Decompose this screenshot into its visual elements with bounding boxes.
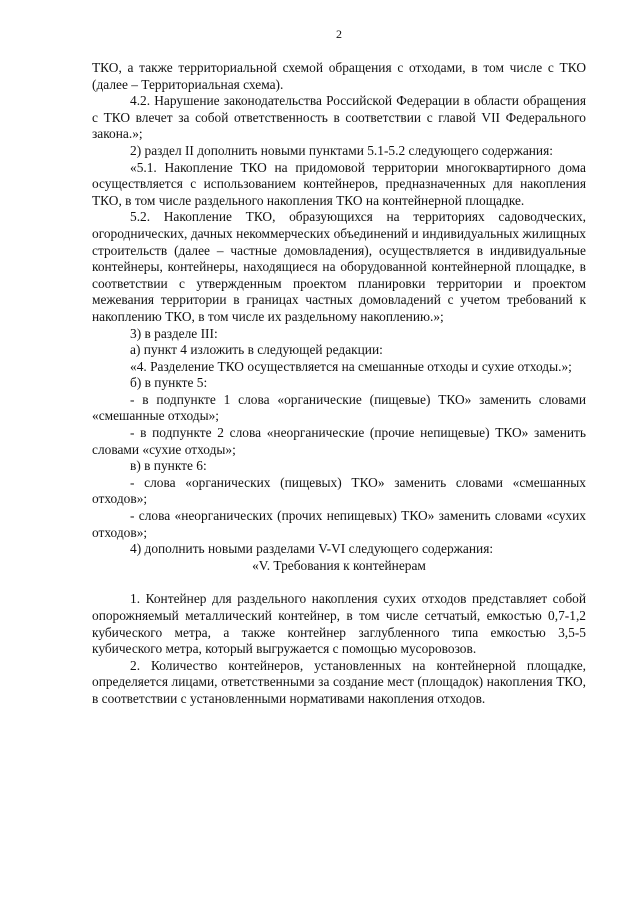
- paragraph: «4. Разделение ТКО осуществляется на смешанные отходы и сухие отходы.»;: [130, 358, 572, 374]
- section-heading: «V. Требования к контейнерам: [252, 557, 426, 573]
- paragraph: ТКО, а также территориальной схемой обращения с отходами, в том числе с ТКО (далее – Территориальная схема).: [92, 60, 586, 92]
- paragraph: а) пункт 4 изложить в следующей редакции:: [130, 342, 383, 358]
- paragraph: б) в пункте 5:: [130, 375, 208, 391]
- paragraph: - слова «неорганических (прочих непищевых) ТКО» заменить словами «сухих отходов»;: [92, 508, 586, 540]
- paragraph: 1. Контейнер для раздельного накопления сухих отходов представляет собой опорожняемый металлический контейнер, в том числе сетчатый, емкостью 0,7-1,2 кубического метра, а также контейнер заглубленного типа емкостью 3,5-5 кубического метра, который выгружается с помощью мусоровозов.: [92, 591, 586, 657]
- paragraph: 4) дополнить новыми разделами V-VI следующего содержания:: [130, 541, 494, 557]
- document-page: [92, 26, 586, 708]
- paragraph: - в подпункте 1 слова «органические (пищевые) ТКО» заменить словами «смешанные отходы»;: [92, 391, 586, 424]
- paragraph: 2. Количество контейнеров, установленных на контейнерной площадке, определяется лицами, ответственными за создание мест (площадок) накопления ТКО, в соответствии с установленными нормативами накопления отходов.: [92, 657, 586, 706]
- paragraph: - слова «органических (пищевых) ТКО» заменить словами «смешанных отходов»;: [92, 474, 586, 507]
- paragraph: в) в пункте 6:: [130, 458, 207, 474]
- paragraph: - в подпункте 2 слова «неорганические (прочие непищевые) ТКО» заменить словами «сухие отходы»;: [92, 425, 586, 457]
- paragraph: 5.2. Накопление ТКО, образующихся на территориях садоводческих, огороднических, дачных некоммерческих объединений и индивидуальных жилищных строительств (далее – частные домовладения), осуществляется в индивидуальные контейнеры, контейнеры, находящиеся на оборудованной контейнерной площадке, в соответствии с утвержденным проектом планировки территории и проектом межевания территории в границах частных домовладений с учетом требований к накоплению ТКО, в том числе их раздельному накоплению.»;: [92, 209, 586, 324]
- paragraph: 3) в разделе III:: [130, 325, 218, 341]
- paragraph: «5.1. Накопление ТКО на придомовой территории многоквартирного дома осуществляется с использованием контейнеров, предназначенных для накопления ТКО, в том числе раздельного накопления ТКО на контейнерной площадке.: [92, 159, 586, 208]
- spacer: [92, 574, 586, 591]
- paragraph: 2) раздел II дополнить новыми пунктами 5.1-5.2 следующего содержания:: [130, 142, 553, 158]
- page-number: 2: [336, 27, 342, 41]
- paragraph: 4.2. Нарушение законодательства Российской Федерации в области обращения с ТКО влечет за собой ответственность в соответствии с главой VII Федерального закона.»;: [92, 93, 586, 142]
